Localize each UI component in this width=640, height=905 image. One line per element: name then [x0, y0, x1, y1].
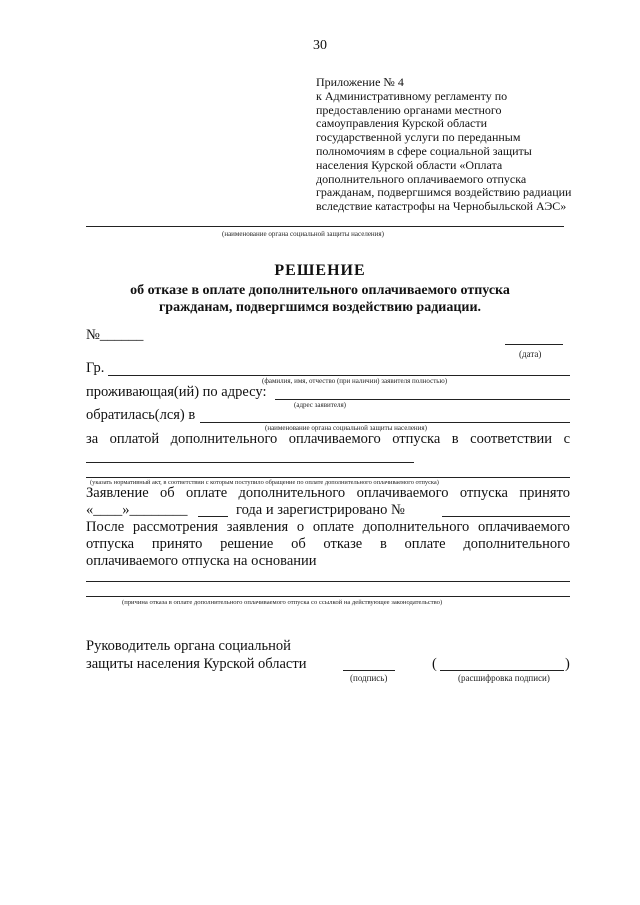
word: отпуска: [459, 485, 508, 501]
word: оплачиваемого: [477, 519, 570, 535]
word: заявления: [226, 519, 289, 535]
word: об: [160, 485, 175, 501]
word: отпуска: [86, 536, 135, 552]
citizen-label: Гр.: [86, 360, 105, 376]
document-subtitle-1: об отказе в оплате дополнительного оплачиваемого отпуска: [130, 283, 510, 298]
word: оплачиваемого: [288, 431, 381, 447]
date-caption: (дата): [519, 349, 542, 359]
appendix-line: к Административному регламенту по: [316, 88, 508, 103]
appendix-line: вследствие катастрофы на Чернобыльской АЭС»: [316, 199, 567, 214]
address-label: проживающая(ий) по адресу:: [86, 384, 267, 400]
appendix-line: предоставлению органами местного: [316, 102, 502, 117]
payment-line: [86, 431, 570, 448]
word: оплачиваемого: [356, 485, 449, 501]
year-line: [198, 516, 228, 517]
document-title: РЕШЕНИЕ: [274, 262, 366, 279]
word: соответствии: [470, 431, 553, 447]
word: принято: [151, 536, 203, 552]
word: отпуска: [392, 431, 441, 447]
date-line: [505, 344, 563, 345]
signature-line: [343, 670, 395, 671]
appendix-line: Приложение № 4: [316, 75, 404, 89]
decode-caption: (расшифровка подписи): [458, 673, 550, 683]
appendix-line: самоуправления Курской области: [316, 116, 488, 131]
appendix-line: дополнительного оплачиваемого отпуска: [316, 171, 527, 186]
appendix-line: гражданам, подвергшимся воздействию радиации: [316, 185, 572, 200]
signature-title-2: защиты населения Курской области: [86, 656, 307, 672]
document-subtitle-2: гражданам, подвергшимся воздействию радиации.: [158, 300, 482, 315]
applied-label: обратилась(лся) в: [86, 407, 196, 423]
address-caption: (адрес заявителя): [294, 401, 346, 409]
word: о: [296, 519, 305, 535]
page-number: 30: [313, 38, 327, 53]
word: оплатой: [109, 431, 160, 447]
registration-number-line: [442, 516, 570, 517]
word: После: [86, 519, 125, 535]
word: решение: [220, 536, 274, 552]
review-line: [86, 519, 570, 536]
applied-line: [200, 422, 570, 423]
word: отказе: [323, 536, 363, 552]
signature-title-1: Руководитель органа социальной: [86, 638, 291, 654]
citizen-caption: (фамилия, имя, отчество (при наличии) заявителя полностью): [262, 377, 448, 385]
statement-line: [86, 485, 570, 502]
decision-number-label: №______: [86, 327, 144, 343]
word: оплате: [404, 536, 446, 552]
word: Заявление: [86, 485, 149, 501]
word: в: [451, 431, 459, 447]
address-line: [275, 399, 570, 400]
basis-text: оплачиваемого отпуска на основании: [86, 553, 317, 569]
reason-caption: (причина отказа в оплате дополнительного оплачиваемого отпуска со ссылкой на действующее законодательство): [122, 599, 443, 606]
word: с: [563, 431, 570, 447]
org-caption: (наименование органа социальной защиты населения): [222, 230, 384, 238]
act-caption: (указать нормативный акт, в соответствии с которым поступило обращение по оплате дополнительного оплачиваемого отпуска): [90, 479, 439, 486]
word: оплате: [186, 485, 228, 501]
decode-line: [440, 670, 564, 671]
applied-caption: (наименование органа социальной защиты населения): [265, 424, 427, 432]
act-line-1: [86, 462, 414, 463]
word: в: [379, 536, 387, 552]
act-line-2: [86, 477, 570, 478]
word: дополнительного: [238, 485, 346, 501]
word: за: [86, 431, 99, 447]
word: дополнительного: [362, 519, 470, 535]
org-name-line: [86, 226, 564, 227]
word: об: [291, 536, 306, 552]
decode-paren-open: (: [432, 656, 437, 672]
word: принято: [519, 485, 570, 501]
decode-paren-close: ): [565, 656, 570, 672]
appendix-block: [316, 76, 616, 214]
appendix-line: полномочиям в сфере социальной защиты: [316, 143, 532, 158]
word: дополнительного: [170, 431, 278, 447]
signature-caption: (подпись): [350, 673, 388, 683]
appendix-line: населения Курской области «Оплата: [316, 157, 503, 172]
decision-line: [86, 536, 570, 553]
appendix-line: государственной услуги по переданным: [316, 130, 521, 145]
citizen-name-line: [108, 375, 570, 376]
registration-text: года и зарегистрировано №: [236, 502, 405, 518]
reason-line-1: [86, 581, 570, 582]
word: рассмотрения: [132, 519, 219, 535]
registration-date: «____»________: [86, 502, 188, 518]
reason-line-2: [86, 596, 570, 597]
word: оплате: [312, 519, 354, 535]
word: дополнительного: [463, 536, 570, 552]
